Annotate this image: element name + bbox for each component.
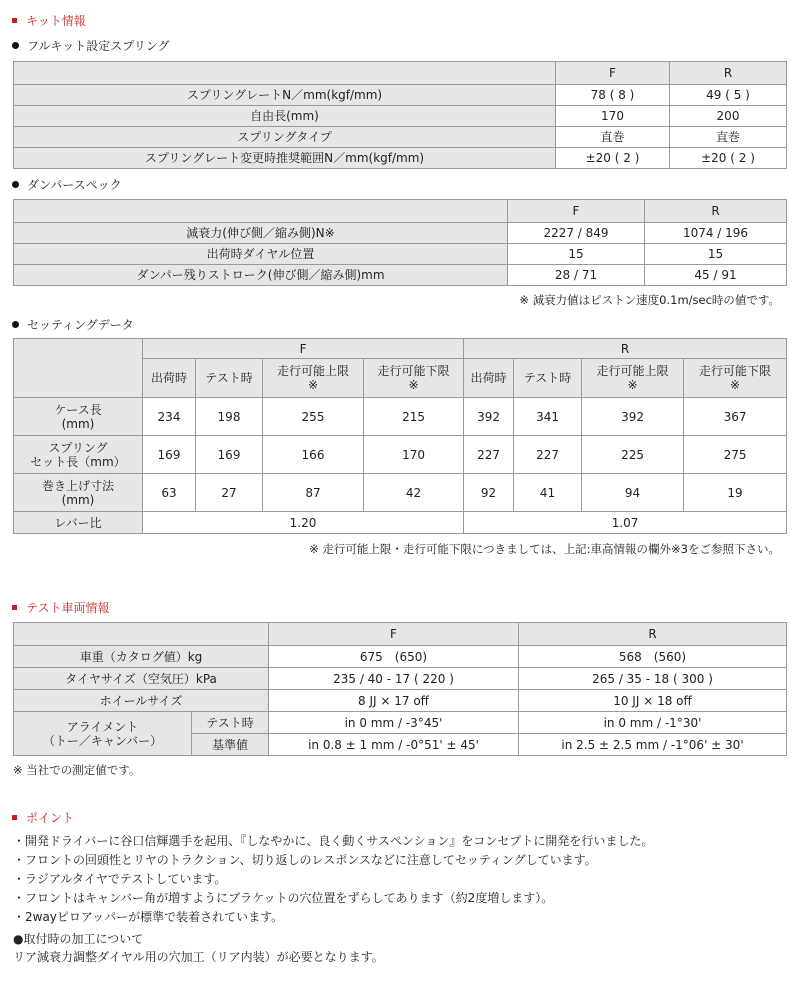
bullet-icon	[12, 321, 19, 328]
row-label: 自由長(mm)	[14, 106, 556, 127]
install-title: ●取付時の加工について	[13, 932, 144, 946]
subheader-upper: 走行可能上限 ※	[263, 359, 364, 398]
red-square-icon	[12, 815, 17, 820]
value-cell: 42	[364, 474, 464, 512]
value-cell: 169	[196, 436, 263, 474]
value-r: in 2.5 ± 2.5 mm / -1°06' ± 30'	[519, 734, 787, 756]
kit-info-title: キット情報	[12, 12, 86, 29]
value-f: 15	[508, 244, 645, 265]
alignment-base-label: 基準値	[192, 734, 269, 756]
points-title: ポイント	[12, 809, 74, 826]
value-r: 265 / 35 - 18 ( 300 )	[519, 668, 787, 690]
value-cell: 227	[514, 436, 582, 474]
points-list	[13, 832, 653, 927]
table-row	[14, 106, 787, 127]
setting-heading: セッティングデータ	[12, 316, 134, 333]
vehicle-table	[13, 622, 787, 756]
row-label: ホイールサイズ	[14, 690, 269, 712]
value-f: 28 / 71	[508, 265, 645, 286]
value-f: in 0 mm / -3°45'	[269, 712, 519, 734]
value-f: 235 / 40 - 17 ( 220 )	[269, 668, 519, 690]
column-header-r: R	[670, 62, 787, 85]
value-r: 49 ( 5 )	[670, 85, 787, 106]
table-row	[14, 223, 787, 244]
table-row	[14, 85, 787, 106]
bullet-icon	[12, 181, 19, 188]
value-cell: 341	[514, 398, 582, 436]
table-row	[14, 668, 787, 690]
value-cell: 87	[263, 474, 364, 512]
table-row	[14, 436, 787, 474]
value-cell: 392	[464, 398, 514, 436]
row-label: 車重（カタログ値）kg	[14, 646, 269, 668]
group-header-r: R	[464, 339, 787, 359]
setting-note: ※ 走行可能上限・走行可能下限につきましては、上記:車高情報の欄外※3をご参照下さい。	[309, 542, 780, 556]
group-header-f: F	[143, 339, 464, 359]
value-cell: 63	[143, 474, 196, 512]
table-row	[14, 712, 787, 734]
value-cell: 94	[582, 474, 684, 512]
subheader-test: テスト時	[514, 359, 582, 398]
value-cell: 234	[143, 398, 196, 436]
table-row	[14, 148, 787, 169]
value-cell: 392	[582, 398, 684, 436]
vehicle-note: ※ 当社での測定値です。	[13, 763, 141, 777]
value-cell: 198	[196, 398, 263, 436]
value-r: 45 / 91	[645, 265, 787, 286]
value-r: in 0 mm / -1°30'	[519, 712, 787, 734]
damper-heading: ダンパースペック	[12, 176, 122, 193]
row-label: ダンパー残りストローク(伸び側／縮み側)mm	[14, 265, 508, 286]
subheader-shipping: 出荷時	[143, 359, 196, 398]
subheader-upper: 走行可能上限 ※	[582, 359, 684, 398]
spring-heading: フルキット設定スプリング	[12, 37, 170, 54]
row-label: レバー比	[14, 512, 143, 534]
table-row	[14, 398, 787, 436]
value-f: 78 ( 8 )	[556, 85, 670, 106]
value-cell: 41	[514, 474, 582, 512]
value-cell: 275	[684, 436, 787, 474]
value-f: 675 (650)	[269, 646, 519, 668]
value-f: 170	[556, 106, 670, 127]
column-header-f: F	[556, 62, 670, 85]
row-label: 減衰力(伸び側／縮み側)N※	[14, 223, 508, 244]
list-item: ・ラジアルタイヤでテストしています。	[13, 872, 227, 886]
row-label: スプリング セット長（mm）	[14, 436, 143, 474]
value-cell: 215	[364, 398, 464, 436]
column-header-r: R	[645, 200, 787, 223]
spring-table	[13, 61, 787, 169]
value-r: 568 (560)	[519, 646, 787, 668]
table-row	[14, 474, 787, 512]
subheader-lower: 走行可能下限 ※	[684, 359, 787, 398]
row-label: タイヤサイズ（空気圧）kPa	[14, 668, 269, 690]
value-r: 直巻	[670, 127, 787, 148]
row-label: ケース長 (mm)	[14, 398, 143, 436]
row-label: スプリングレートN／mm(kgf/mm)	[14, 85, 556, 106]
value-cell: 169	[143, 436, 196, 474]
value-cell: 255	[263, 398, 364, 436]
lever-value-r: 1.07	[464, 512, 787, 534]
value-cell: 225	[582, 436, 684, 474]
value-f: ±20 ( 2 )	[556, 148, 670, 169]
table-row	[14, 244, 787, 265]
table-row	[14, 646, 787, 668]
value-cell: 367	[684, 398, 787, 436]
value-r: 15	[645, 244, 787, 265]
table-row	[14, 512, 787, 534]
table-corner-cell	[14, 339, 143, 398]
value-r: 10 JJ × 18 off	[519, 690, 787, 712]
value-f: in 0.8 ± 1 mm / -0°51' ± 45'	[269, 734, 519, 756]
value-cell: 170	[364, 436, 464, 474]
table-corner-cell	[14, 200, 508, 223]
list-item: ・開発ドライバーに谷口信輝選手を起用、『しなやかに、良く動くサスペンション』をコンセプトに開発を行いました。	[13, 834, 654, 848]
table-row	[14, 265, 787, 286]
alignment-label: アライメント （トー／キャンバー）	[14, 712, 192, 756]
value-r: 1074 / 196	[645, 223, 787, 244]
row-label: スプリングタイプ	[14, 127, 556, 148]
list-item: ・2wayピロアッパーが標準で装着されています。	[13, 910, 284, 924]
install-text: リア減衰力調整ダイヤル用の穴加工（リア内装）が必要となります。	[13, 950, 384, 964]
subheader-test: テスト時	[196, 359, 263, 398]
list-item: ・フロントの回頭性とリヤのトラクション、切り返しのレスポンスなどに注意してセッティングしています。	[13, 853, 597, 867]
column-header-f: F	[269, 623, 519, 646]
value-cell: 92	[464, 474, 514, 512]
vehicle-info-title: テスト車両情報	[12, 599, 110, 616]
value-cell: 166	[263, 436, 364, 474]
damper-note: ※ 減衰力値はピストン速度0.1m/sec時の値です。	[519, 293, 780, 307]
column-header-f: F	[508, 200, 645, 223]
value-f: 8 JJ × 17 off	[269, 690, 519, 712]
red-square-icon	[12, 605, 17, 610]
table-corner-cell	[14, 62, 556, 85]
lever-value-f: 1.20	[143, 512, 464, 534]
subheader-lower: 走行可能下限 ※	[364, 359, 464, 398]
value-f: 直巻	[556, 127, 670, 148]
value-cell: 227	[464, 436, 514, 474]
row-label: スプリングレート変更時推奨範囲N／mm(kgf/mm)	[14, 148, 556, 169]
bullet-icon	[12, 42, 19, 49]
value-cell: 27	[196, 474, 263, 512]
value-r: ±20 ( 2 )	[670, 148, 787, 169]
row-label: 巻き上げ寸法 (mm)	[14, 474, 143, 512]
row-label: 出荷時ダイヤル位置	[14, 244, 508, 265]
red-square-icon	[12, 18, 17, 23]
alignment-test-label: テスト時	[192, 712, 269, 734]
value-f: 2227 / 849	[508, 223, 645, 244]
table-row	[14, 690, 787, 712]
setting-table	[13, 338, 787, 534]
value-r: 200	[670, 106, 787, 127]
table-corner-cell	[14, 623, 269, 646]
damper-table	[13, 199, 787, 286]
list-item: ・フロントはキャンバー角が増すようにブラケットの穴位置をずらしてあります（約2度増します）。	[13, 891, 554, 905]
subheader-shipping: 出荷時	[464, 359, 514, 398]
value-cell: 19	[684, 474, 787, 512]
column-header-r: R	[519, 623, 787, 646]
table-row	[14, 127, 787, 148]
